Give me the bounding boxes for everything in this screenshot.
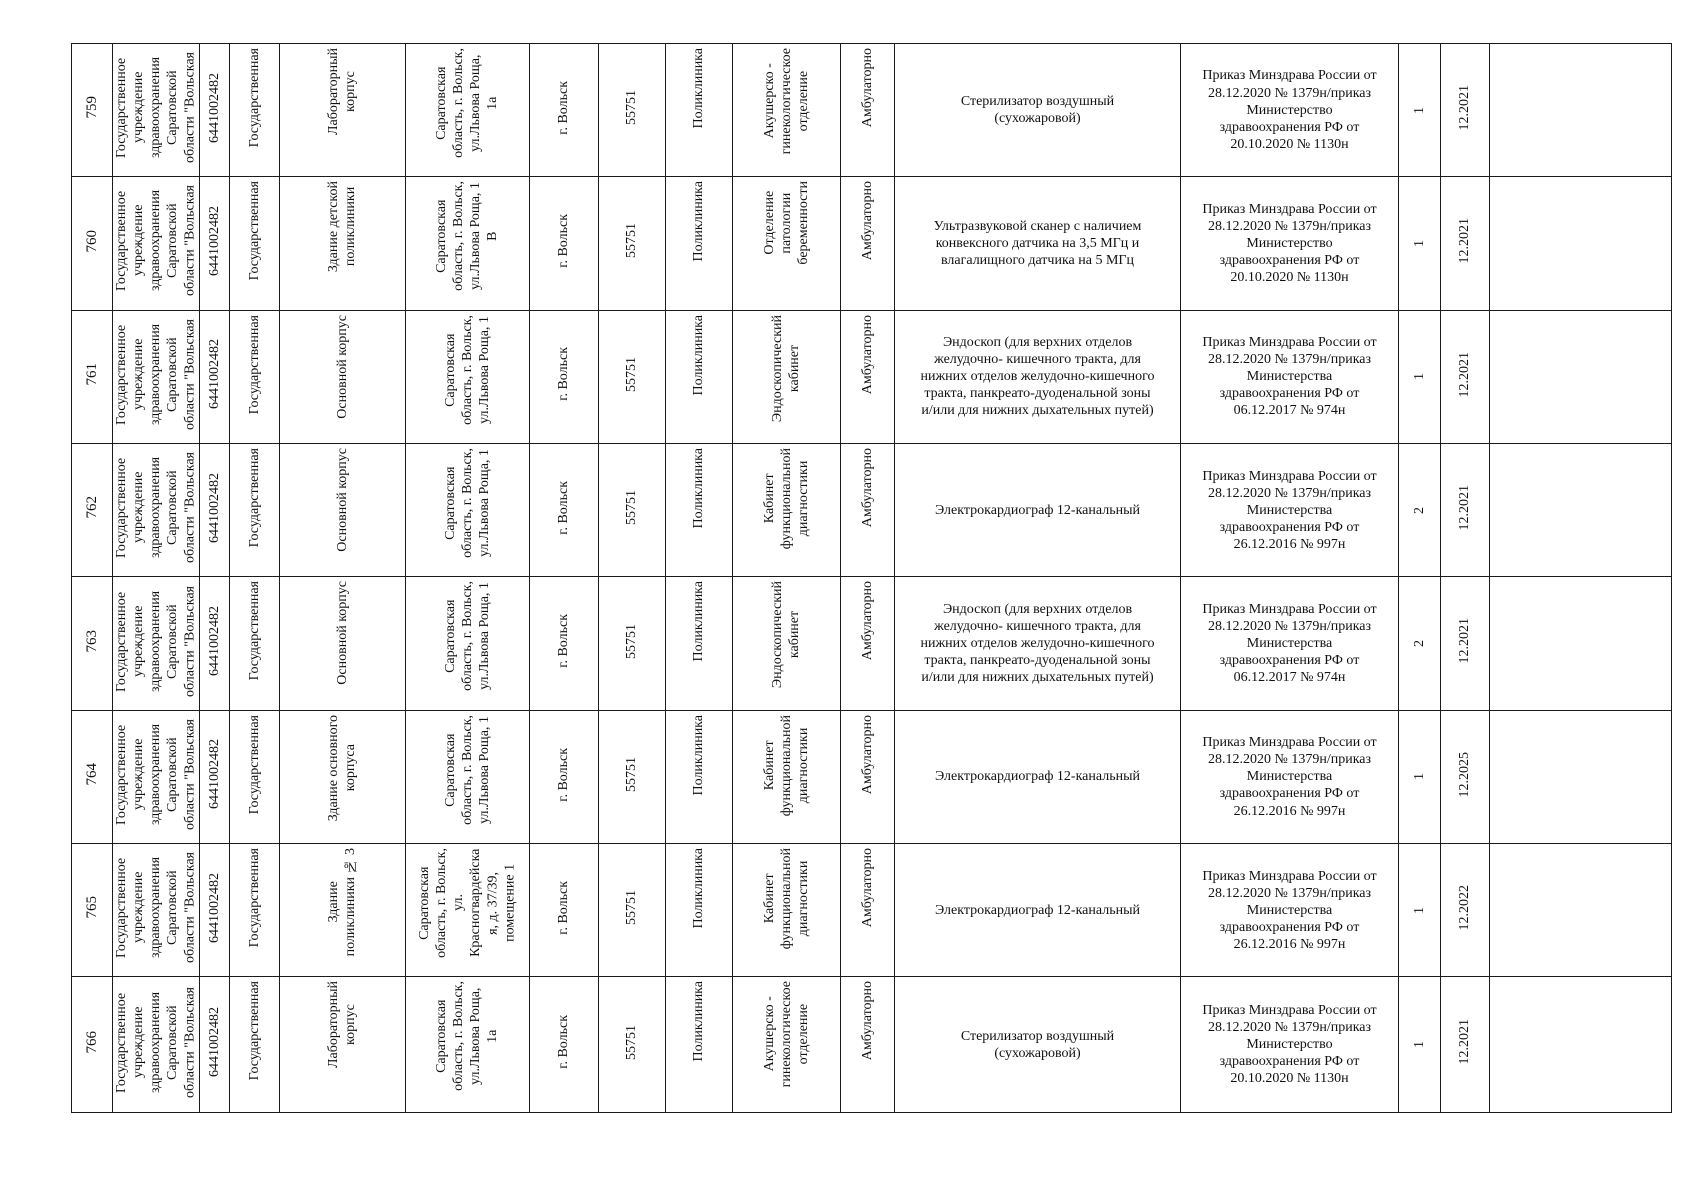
oktmo-code-cell — [599, 44, 666, 177]
row-number-text: 765 — [83, 896, 100, 919]
department-cell — [733, 844, 841, 977]
address-text: Саратовская область, г. Вольск, ул.Львова Роща, 1а — [434, 48, 501, 158]
organization-cell — [113, 44, 200, 177]
table-body — [72, 44, 1672, 1113]
quantity-text: 1 — [1411, 373, 1427, 381]
equipment-cell — [895, 444, 1181, 577]
empty-cell — [1490, 444, 1672, 577]
oktmo-code-text: 55751 — [624, 223, 640, 259]
date-text: 12.2021 — [1457, 84, 1473, 131]
organization-cell — [113, 310, 200, 443]
city-cell — [530, 44, 599, 177]
table-row — [72, 310, 1672, 443]
city-cell — [530, 444, 599, 577]
empty-cell — [1490, 710, 1672, 843]
city-text: г. Вольск — [556, 214, 572, 268]
address-cell — [406, 177, 530, 310]
unit-type-text: Поликлиника — [691, 448, 707, 529]
equipment-cell — [895, 977, 1181, 1113]
inn-text: 6441002482 — [206, 339, 222, 410]
ownership-cell — [230, 177, 280, 310]
building-cell — [280, 710, 406, 843]
organization-cell — [113, 844, 200, 977]
unit-type-cell — [666, 710, 733, 843]
equipment-text: Эндоскоп (для верхних отделов желудочно- кишечного тракта, для нижних отделов желудочно-кишечного тракта, панкреато-дуоденальной зоны и/или для нижних дыхательных путей) — [920, 601, 1155, 686]
row-number-text: 766 — [83, 1030, 100, 1054]
oktmo-code-cell — [599, 444, 666, 577]
inn-cell — [200, 577, 230, 710]
date-text: 12.2021 — [1457, 351, 1473, 398]
date-cell — [1441, 977, 1490, 1113]
organization-cell — [113, 577, 200, 710]
unit-type-text: Поликлиника — [691, 181, 707, 262]
legal-order-text: Приказ Минздрава России от 28.12.2020 № 1379н/приказ Министерства здравоохранения РФ от 06.12.2017 № 974н — [1202, 601, 1377, 686]
quantity-cell — [1399, 444, 1441, 577]
unit-type-text: Поликлиника — [691, 981, 707, 1062]
inn-text: 6441002482 — [206, 606, 222, 676]
empty-cell — [1490, 577, 1672, 710]
legal-order-cell — [1181, 977, 1399, 1113]
legal-order-text: Приказ Минздрава России от 28.12.2020 № 1379н/приказ Министерства здравоохранения РФ от 06.12.2017 № 974н — [1202, 335, 1377, 419]
ownership-cell — [230, 444, 280, 577]
care-type-text: Амбулаторно — [859, 714, 875, 794]
oktmo-code-cell — [599, 577, 666, 710]
care-type-cell — [841, 444, 895, 577]
empty-cell — [1490, 977, 1672, 1113]
legal-order-cell — [1181, 844, 1399, 977]
ownership-text: Государственная — [246, 48, 262, 148]
date-text: 12.2022 — [1457, 884, 1473, 931]
unit-type-cell — [666, 177, 733, 310]
equipment-cell — [895, 844, 1181, 977]
equipment-cell — [895, 44, 1181, 177]
unit-type-text: Поликлиника — [691, 714, 707, 796]
city-text: г. Вольск — [556, 480, 572, 535]
unit-type-cell — [666, 44, 733, 177]
building-cell — [280, 310, 406, 443]
ownership-text: Государственная — [246, 981, 262, 1081]
care-type-cell — [841, 577, 895, 710]
oktmo-code-text: 55751 — [624, 890, 640, 926]
quantity-text: 2 — [1411, 640, 1427, 647]
quantity-text: 1 — [1411, 773, 1427, 781]
city-text: г. Вольск — [556, 1015, 572, 1070]
equipment-text: Эндоскоп (для верхних отделов желудочно- кишечного тракта, для нижних отделов желудочно-кишечного тракта, панкреато-дуоденальной зоны и/или для нижних дыхательных путей) — [920, 335, 1155, 419]
care-type-text: Амбулаторно — [859, 848, 875, 928]
address-cell — [406, 310, 530, 443]
department-text: Отделение патологии беременности — [761, 181, 812, 265]
legal-order-text: Приказ Минздрава России от 28.12.2020 № 1379н/приказ Министерства здравоохранения РФ от 26.12.2016 № 997н — [1202, 868, 1377, 952]
organization-cell — [113, 977, 200, 1113]
inn-cell — [200, 977, 230, 1113]
city-cell — [530, 710, 599, 843]
unit-type-cell — [666, 844, 733, 977]
equipment-cell — [895, 710, 1181, 843]
equipment-cell — [895, 577, 1181, 710]
address-text: Саратовская область, г. Вольск, ул.Львова Роща, 1 — [442, 448, 493, 558]
department-cell — [733, 577, 841, 710]
building-cell — [280, 444, 406, 577]
ownership-text: Государственная — [246, 181, 262, 281]
unit-type-text: Поликлиника — [691, 314, 707, 396]
date-cell — [1441, 844, 1490, 977]
row-number-text: 764 — [83, 763, 100, 786]
legal-order-text: Приказ Минздрава России от 28.12.2020 № 1379н/приказ Министерства здравоохранения РФ от 26.12.2016 № 997н — [1202, 735, 1377, 819]
city-cell — [530, 577, 599, 710]
city-cell — [530, 977, 599, 1113]
care-type-text: Амбулаторно — [859, 581, 875, 661]
quantity-text: 1 — [1411, 906, 1427, 914]
quantity-cell — [1399, 844, 1441, 977]
table-row — [72, 577, 1672, 710]
table-row — [72, 844, 1672, 977]
legal-order-text: Приказ Минздрава России от 28.12.2020 № 1379н/приказ Министерство здравоохранения РФ от 20.10.2020 № 1130н — [1202, 68, 1377, 152]
oktmo-code-cell — [599, 844, 666, 977]
legal-order-text: Приказ Минздрава России от 28.12.2020 № 1379н/приказ Министерства здравоохранения РФ от 26.12.2016 № 997н — [1202, 468, 1377, 552]
department-text: Эндоскопический кабинет — [770, 314, 803, 422]
building-cell — [280, 177, 406, 310]
building-cell — [280, 844, 406, 977]
care-type-text: Амбулаторно — [859, 981, 875, 1061]
table-row — [72, 44, 1672, 177]
date-cell — [1441, 310, 1490, 443]
unit-type-cell — [666, 577, 733, 710]
department-cell — [733, 177, 841, 310]
row-number-cell — [72, 977, 113, 1113]
city-cell — [530, 310, 599, 443]
building-text: Здание поликлиники № 3 — [326, 848, 359, 957]
quantity-text: 2 — [1411, 506, 1427, 514]
date-text: 12.2021 — [1457, 618, 1473, 664]
building-cell — [280, 577, 406, 710]
oktmo-code-cell — [599, 710, 666, 843]
table-row — [72, 177, 1672, 310]
quantity-cell — [1399, 177, 1441, 310]
equipment-text: Электрокардиограф 12-канальный — [935, 769, 1140, 785]
organization-cell — [113, 710, 200, 843]
building-text: Лабораторный корпус — [326, 981, 359, 1069]
address-text: Саратовская область, г. Вольск, ул.Львова Роща, 1 В — [434, 181, 501, 292]
legal-order-cell — [1181, 444, 1399, 577]
row-number-cell — [72, 444, 113, 577]
building-text: Основной корпус — [334, 581, 350, 686]
department-text: Кабинет функциональной диагностики — [761, 714, 812, 816]
department-text: Акушерско - гинекологическое отделение — [761, 981, 812, 1088]
unit-type-text: Поликлиника — [691, 581, 707, 662]
inn-cell — [200, 844, 230, 977]
organization-text: Государственное учреждение здравоохранения Саратовской области "Вольская — [114, 986, 198, 1098]
department-text: Кабинет функциональной диагностики — [761, 848, 812, 950]
care-type-cell — [841, 844, 895, 977]
quantity-cell — [1399, 577, 1441, 710]
ownership-text: Государственная — [246, 848, 262, 948]
ownership-cell — [230, 844, 280, 977]
city-text: г. Вольск — [556, 80, 572, 135]
inn-cell — [200, 444, 230, 577]
equipment-table — [71, 43, 1672, 1113]
unit-type-text: Поликлиника — [691, 848, 707, 929]
ownership-cell — [230, 977, 280, 1113]
unit-type-cell — [666, 977, 733, 1113]
row-number-text: 760 — [83, 229, 100, 253]
building-cell — [280, 977, 406, 1113]
address-cell — [406, 44, 530, 177]
row-number-text: 762 — [83, 496, 100, 519]
inn-text: 6441002482 — [206, 872, 222, 943]
care-type-cell — [841, 710, 895, 843]
equipment-cell — [895, 177, 1181, 310]
quantity-cell — [1399, 44, 1441, 177]
quantity-cell — [1399, 710, 1441, 843]
row-number-cell — [72, 44, 113, 177]
care-type-text: Амбулаторно — [859, 181, 875, 261]
date-text: 12.2021 — [1457, 484, 1473, 531]
date-cell — [1441, 710, 1490, 843]
care-type-cell — [841, 310, 895, 443]
quantity-text: 1 — [1411, 1041, 1427, 1049]
quantity-cell — [1399, 977, 1441, 1113]
organization-text: Государственное учреждение здравоохранения Саратовской области "Вольская — [114, 452, 198, 564]
organization-text: Государственное учреждение здравоохранения Саратовской области "Вольская — [114, 718, 198, 830]
care-type-cell — [841, 977, 895, 1113]
legal-order-cell — [1181, 310, 1399, 443]
quantity-text: 1 — [1411, 239, 1427, 247]
organization-cell — [113, 444, 200, 577]
date-text: 12.2025 — [1457, 751, 1473, 798]
ownership-text: Государственная — [246, 714, 262, 815]
empty-cell — [1490, 844, 1672, 977]
ownership-cell — [230, 577, 280, 710]
building-text: Основной корпус — [334, 314, 350, 419]
organization-text: Государственное учреждение здравоохранения Саратовской области "Вольская — [114, 52, 198, 164]
legal-order-cell — [1181, 44, 1399, 177]
inn-cell — [200, 177, 230, 310]
oktmo-code-cell — [599, 977, 666, 1113]
date-cell — [1441, 577, 1490, 710]
address-cell — [406, 844, 530, 977]
organization-text: Государственное учреждение здравоохранения Саратовской области "Вольская — [114, 852, 198, 964]
equipment-text: Ультразвуковой сканер с наличием конвексного датчика на 3,5 МГц и влагалищного датчика на 5 МГц — [933, 218, 1142, 269]
inn-cell — [200, 44, 230, 177]
ownership-cell — [230, 44, 280, 177]
oktmo-code-text: 55751 — [624, 90, 640, 126]
ownership-text: Государственная — [246, 448, 262, 548]
oktmo-code-text: 55751 — [624, 356, 640, 392]
legal-order-cell — [1181, 177, 1399, 310]
oktmo-code-cell — [599, 310, 666, 443]
oktmo-code-text: 55751 — [624, 1024, 640, 1060]
oktmo-code-text: 55751 — [624, 490, 640, 526]
address-cell — [406, 444, 530, 577]
inn-text: 6441002482 — [206, 1007, 222, 1078]
inn-text: 6441002482 — [206, 72, 222, 143]
organization-cell — [113, 177, 200, 310]
equipment-text: Стерилизатор воздушный (сухожаровой) — [960, 1028, 1115, 1061]
equipment-text: Электрокардиограф 12-канальный — [935, 502, 1140, 518]
equipment-cell — [895, 310, 1181, 443]
table-row — [72, 444, 1672, 577]
legal-order-cell — [1181, 577, 1399, 710]
address-text: Саратовская область, г. Вольск, ул.Львова Роща, 1а — [434, 981, 501, 1092]
unit-type-cell — [666, 310, 733, 443]
empty-cell — [1490, 177, 1672, 310]
empty-cell — [1490, 310, 1672, 443]
quantity-cell — [1399, 310, 1441, 443]
city-cell — [530, 177, 599, 310]
address-text: Саратовская область, г. Вольск, ул. Красногвардейска я, д. 37/39, помещение 1 — [417, 848, 518, 958]
city-text: г. Вольск — [556, 747, 572, 802]
ownership-text: Государственная — [246, 581, 262, 681]
unit-type-text: Поликлиника — [691, 48, 707, 129]
department-cell — [733, 710, 841, 843]
care-type-cell — [841, 44, 895, 177]
equipment-text: Стерилизатор воздушный (сухожаровой) — [960, 94, 1115, 127]
date-cell — [1441, 44, 1490, 177]
ownership-text: Государственная — [246, 314, 262, 415]
legal-order-cell — [1181, 710, 1399, 843]
building-text: Здание детской поликлиники — [326, 181, 359, 273]
row-number-cell — [72, 177, 113, 310]
oktmo-code-text: 55751 — [624, 756, 640, 792]
organization-text: Государственное учреждение здравоохранения Саратовской области "Вольская — [114, 318, 198, 430]
oktmo-code-text: 55751 — [624, 623, 640, 659]
row-number-cell — [72, 844, 113, 977]
department-text: Эндоскопический кабинет — [770, 581, 803, 689]
department-cell — [733, 310, 841, 443]
building-text: Здание основного корпуса — [326, 714, 359, 821]
building-cell — [280, 44, 406, 177]
care-type-text: Амбулаторно — [859, 48, 875, 128]
date-text: 12.2021 — [1457, 1019, 1473, 1065]
address-cell — [406, 977, 530, 1113]
address-text: Саратовская область, г. Вольск, ул.Львова Роща, 1 — [442, 581, 493, 692]
date-text: 12.2021 — [1457, 218, 1473, 264]
equipment-text: Электрокардиограф 12-канальный — [935, 902, 1140, 918]
organization-text: Государственное учреждение здравоохранения Саратовской области "Вольская — [114, 585, 198, 697]
legal-order-text: Приказ Минздрава России от 28.12.2020 № 1379н/приказ Министерство здравоохранения РФ от 20.10.2020 № 1130н — [1202, 201, 1377, 286]
care-type-cell — [841, 177, 895, 310]
department-text: Акушерско - гинекологическое отделение — [761, 48, 812, 155]
department-cell — [733, 444, 841, 577]
inn-cell — [200, 310, 230, 443]
oktmo-code-cell — [599, 177, 666, 310]
quantity-text: 1 — [1411, 106, 1427, 114]
address-cell — [406, 710, 530, 843]
date-cell — [1441, 177, 1490, 310]
row-number-cell — [72, 310, 113, 443]
address-cell — [406, 577, 530, 710]
inn-text: 6441002482 — [206, 739, 222, 810]
unit-type-cell — [666, 444, 733, 577]
empty-cell — [1490, 44, 1672, 177]
address-text: Саратовская область, г. Вольск, ул.Львова Роща, 1 — [442, 714, 493, 825]
organization-text: Государственное учреждение здравоохранения Саратовской области "Вольская — [114, 185, 198, 297]
city-cell — [530, 844, 599, 977]
city-text: г. Вольск — [556, 880, 572, 935]
department-cell — [733, 44, 841, 177]
row-number-text: 759 — [83, 96, 100, 119]
date-cell — [1441, 444, 1490, 577]
department-cell — [733, 977, 841, 1113]
ownership-cell — [230, 710, 280, 843]
row-number-text: 763 — [83, 629, 100, 653]
address-text: Саратовская область, г. Вольск, ул.Львова Роща, 1 — [442, 314, 493, 425]
inn-text: 6441002482 — [206, 205, 222, 276]
building-text: Лабораторный корпус — [326, 48, 359, 136]
care-type-text: Амбулаторно — [859, 448, 875, 528]
care-type-text: Амбулаторно — [859, 314, 875, 394]
table-row — [72, 710, 1672, 843]
city-text: г. Вольск — [556, 347, 572, 402]
building-text: Основной корпус — [334, 448, 350, 552]
city-text: г. Вольск — [556, 614, 572, 668]
row-number-cell — [72, 710, 113, 843]
inn-text: 6441002482 — [206, 472, 222, 543]
row-number-cell — [72, 577, 113, 710]
inn-cell — [200, 710, 230, 843]
department-text: Кабинет функциональной диагностики — [761, 448, 812, 550]
table-row — [72, 977, 1672, 1113]
ownership-cell — [230, 310, 280, 443]
row-number-text: 761 — [83, 363, 100, 386]
legal-order-text: Приказ Минздрава России от 28.12.2020 № 1379н/приказ Министерство здравоохранения РФ от 20.10.2020 № 1130н — [1202, 1003, 1377, 1087]
